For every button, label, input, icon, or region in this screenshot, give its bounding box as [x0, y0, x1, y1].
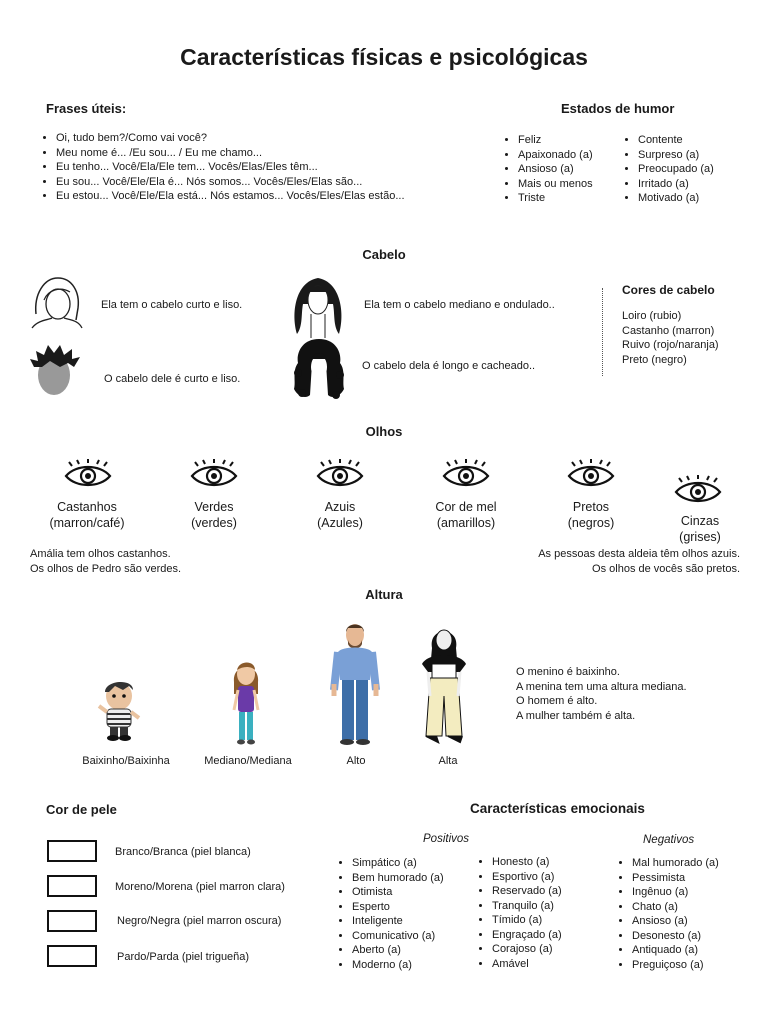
- list-item: • Antiquado (a): [632, 943, 719, 958]
- list-item: • Moderno (a): [352, 958, 444, 973]
- skin-swatch: [47, 875, 97, 897]
- skin-label: Moreno/Morena (piel marron clara): [115, 881, 285, 893]
- list-item: Loiro (rubio): [622, 310, 682, 322]
- list-item: • Chato (a): [632, 900, 719, 915]
- eyes-sentences-right: [460, 547, 740, 576]
- eye-label: [411, 499, 521, 531]
- list-item: • Esportivo (a): [492, 870, 562, 885]
- height-label-medium: Mediano/Mediana: [204, 755, 292, 767]
- list-item: • Eu tenho... Você/Ela/Ele tem... Vocês/Elas/Eles têm...: [56, 160, 405, 175]
- list-item: • Contente: [638, 133, 714, 148]
- list-item: • Comunicativo (a): [352, 929, 444, 944]
- list-item: • Otimista: [352, 885, 444, 900]
- list-item: • Surpreso (a): [638, 148, 714, 163]
- wavy-hair-icon: [289, 274, 347, 340]
- frases-heading: Frases úteis:: [46, 101, 127, 116]
- list-item: • Ingênuo (a): [632, 885, 719, 900]
- eye-label-translation: (amarillos): [436, 516, 496, 530]
- eye-label-translation: (Azules): [317, 516, 363, 530]
- skin-swatch: [47, 910, 97, 932]
- skin-label: Pardo/Parda (piel trigueña): [117, 951, 250, 963]
- sentence: Amália tem olhos castanhos.: [30, 548, 171, 560]
- list-item: • Honesto (a): [492, 855, 562, 870]
- skin-label: Branco/Branca (piel blanca): [115, 846, 251, 858]
- eye-label-name: Verdes: [194, 500, 234, 514]
- height-sentences: [516, 665, 687, 723]
- curly-hair-icon: [292, 337, 346, 401]
- eye-icon: [567, 460, 615, 492]
- eye-label-name: Cor de mel: [435, 500, 497, 514]
- tall-man-figure: [330, 622, 380, 748]
- eye-icon: [190, 460, 238, 492]
- skin-label: Negro/Negra (piel marron oscura): [117, 915, 282, 927]
- divider: [602, 288, 603, 376]
- eye-icon: [674, 476, 722, 508]
- eye-label-translation: (verdes): [191, 516, 237, 530]
- list-item: • Inteligente: [352, 914, 444, 929]
- eye-label: [32, 499, 142, 531]
- eye-label-name: Cinzas: [680, 514, 720, 528]
- list-item: • Mais ou menos: [518, 177, 593, 192]
- list-item: • Corajoso (a): [492, 942, 562, 957]
- list-item: • Eu sou... Você/Ele/Ela é... Nós somos... Vocês/Eles/Elas são...: [56, 175, 405, 190]
- sentence: Os olhos de vocês são pretos.: [592, 562, 740, 575]
- cores-heading: Cores de cabelo: [622, 283, 715, 297]
- height-label-tall-f: Alta: [438, 755, 458, 767]
- list-item: • Motivado (a): [638, 191, 714, 206]
- list-item: • Aberto (a): [352, 943, 444, 958]
- sentence: O menino é baixinho.: [516, 666, 620, 678]
- list-item: • Simpático (a): [352, 856, 444, 871]
- list-item: • Preguiçoso (a): [632, 958, 719, 973]
- short-hair-man-icon: [28, 345, 82, 397]
- humor-list-2: [624, 133, 714, 206]
- eye-label: [159, 499, 269, 531]
- list-item: • Tímido (a): [492, 913, 562, 928]
- positivos-list-2: [478, 855, 562, 971]
- list-item: • Preocupado (a): [638, 162, 714, 177]
- positivos-heading: Positivos: [423, 833, 470, 845]
- frases-list: [42, 131, 405, 204]
- eye-label-translation: (negros): [567, 516, 615, 530]
- list-item: • Eu estou... Você/Ele/Ela está... Nós estamos... Vocês/Eles/Elas estão...: [56, 189, 405, 204]
- negativos-list: [618, 856, 719, 972]
- altura-heading: Altura: [365, 587, 403, 602]
- eye-label-name: Pretos: [572, 500, 610, 514]
- list-item: • Bem humorado (a): [352, 871, 444, 886]
- list-item: • Mal humorado (a): [632, 856, 719, 871]
- list-item: • Triste: [518, 191, 593, 206]
- sentence: A menina tem uma altura mediana.: [516, 680, 687, 693]
- eye-icon: [64, 460, 112, 492]
- sentence: A mulher também é alta.: [516, 709, 636, 722]
- list-item: • Reservado (a): [492, 884, 562, 899]
- eyes-sentences-left: [30, 547, 181, 576]
- short-boy-figure: [95, 676, 143, 742]
- list-item: Preto (negro): [622, 353, 687, 366]
- list-item: • Meu nome é... /Eu sou... / Eu me chamo...: [56, 146, 405, 161]
- list-item: • Ansioso (a): [518, 162, 593, 177]
- eye-label: [536, 499, 646, 531]
- list-item: • Apaixonado (a): [518, 148, 593, 163]
- medium-girl-figure: [229, 654, 263, 746]
- list-item: • Ansioso (a): [632, 914, 719, 929]
- sentence: O homem é alto.: [516, 695, 598, 707]
- humor-list-1: [504, 133, 593, 206]
- list-item: • Oi, tudo bem?/Como vai você?: [56, 131, 405, 146]
- pele-heading: Cor de pele: [46, 802, 117, 817]
- list-item: Ruivo (rojo/naranja): [622, 339, 719, 351]
- positivos-list-1: [338, 856, 444, 972]
- list-item: • Feliz: [518, 133, 593, 148]
- short-straight-hair-icon: [30, 274, 82, 330]
- cores-list: [622, 309, 719, 367]
- eye-icon: [442, 460, 490, 492]
- caption-curly: O cabelo dela é longo e cacheado..: [362, 360, 536, 372]
- olhos-heading: Olhos: [365, 424, 403, 439]
- eye-label: [645, 513, 755, 545]
- height-label-tall-m: Alto: [346, 755, 366, 767]
- page-title: Características físicas e psicológicas: [180, 44, 588, 70]
- caption-short-man: O cabelo dele é curto e liso.: [104, 373, 241, 385]
- eye-label-translation: (grises): [679, 530, 721, 544]
- height-label-short: Baixinho/Baixinha: [82, 755, 170, 767]
- list-item: • Irritado (a): [638, 177, 714, 192]
- caption-wavy: Ela tem o cabelo mediano e ondulado..: [364, 299, 555, 311]
- list-item: • Pessimista: [632, 871, 719, 886]
- list-item: • Engraçado (a): [492, 928, 562, 943]
- skin-swatch: [47, 945, 97, 967]
- list-item: Castanho (marron): [622, 324, 715, 337]
- sentence: Os olhos de Pedro são verdes.: [30, 562, 182, 575]
- list-item: • Esperto: [352, 900, 444, 915]
- cabelo-heading: Cabelo: [362, 247, 406, 262]
- eye-label-name: Castanhos: [57, 500, 117, 514]
- humor-heading: Estados de humor: [561, 101, 675, 116]
- emocionais-heading: Características emocionais: [470, 801, 645, 816]
- eye-label-translation: (marron/café): [49, 516, 125, 530]
- eye-label: [285, 499, 395, 531]
- list-item: • Desonesto (a): [632, 929, 719, 944]
- caption-short-straight: Ela tem o cabelo curto e liso.: [101, 299, 243, 311]
- eye-icon: [316, 460, 364, 492]
- tall-woman-figure: [418, 624, 470, 748]
- eye-label-name: Azuis: [324, 500, 356, 514]
- list-item: • Amável: [492, 957, 562, 972]
- sentence: As pessoas desta aldeia têm olhos azuis.: [538, 548, 740, 560]
- negativos-heading: Negativos: [643, 834, 695, 846]
- skin-swatch: [47, 840, 97, 862]
- list-item: • Tranquilo (a): [492, 899, 562, 914]
